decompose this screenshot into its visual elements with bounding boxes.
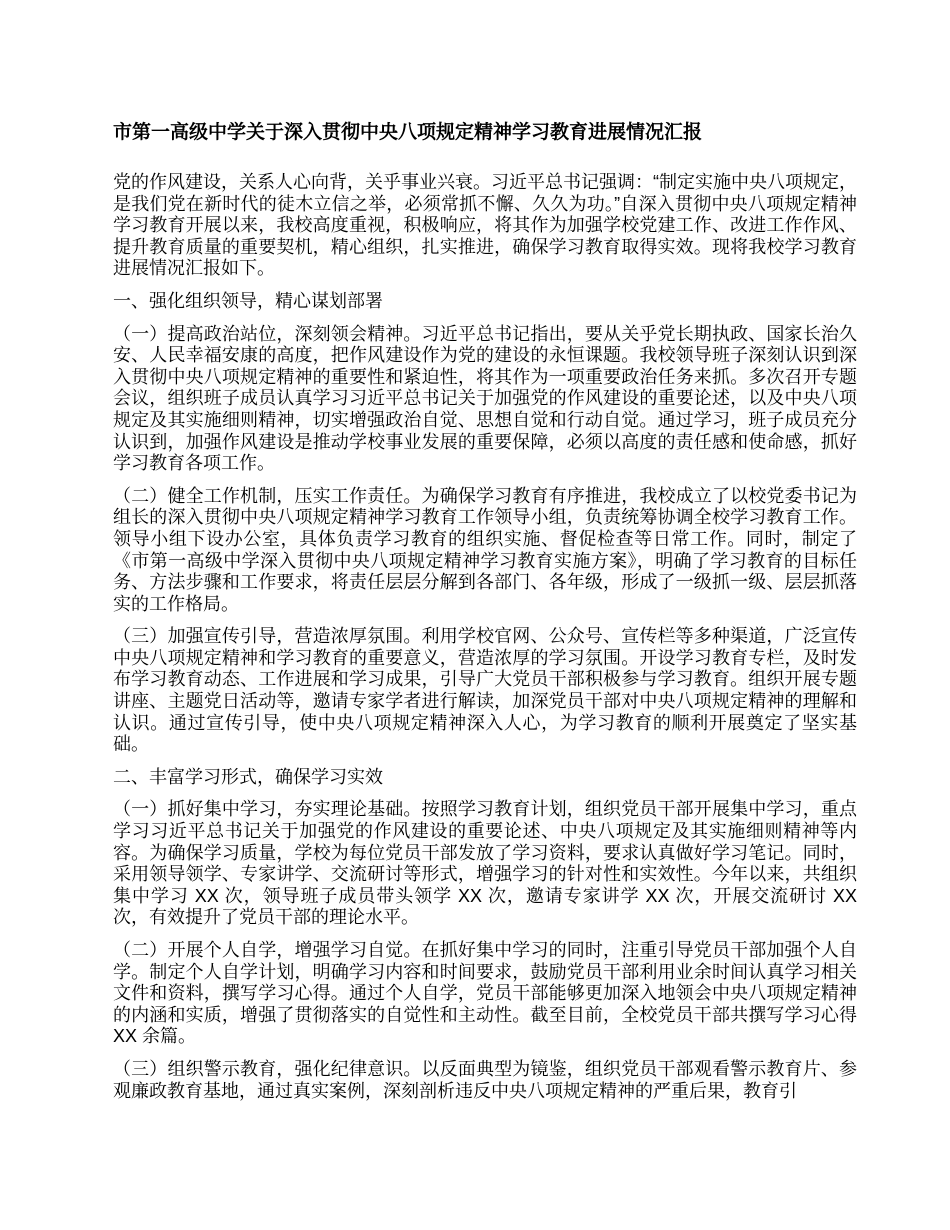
section-2-heading: 二、丰富学习形式，确保学习实效: [113, 766, 383, 787]
document-content: [113, 120, 857, 1113]
section-1-paragraph-3: （三）加强宣传引导，营造浓厚氛围。利用学校官网、公众号、宣传栏等多种渠道，广泛宣传中央八项规定精神和学习教育的重要意义，营造浓厚的学习氛围。开设学习教育专栏，及时发布学习教育动态、工作进展和学习成果，引导广大党员干部积极参与学习教育。组织开展专题讲座、主题党日活动等，邀请专家学者进行解读，加深党员干部对中央八项规定精神的理解和认识。通过宣传引导，使中央八项规定精神深入人心，为学习教育的顺利开展奠定了坚实基础。: [113, 626, 857, 755]
section-1-paragraph-2: （二）健全工作机制，压实工作责任。为确保学习教育有序推进，我校成立了以校党委书记为组长的深入贯彻中央八项规定精神学习教育工作领导小组，负责统筹协调全校学习教育工作。领导小组下设办公室，具体负责学习教育的组织实施、督促检查等日常工作。同时，制定了《市第一高级中学深入贯彻中央八项规定精神学习教育实施方案》，明确了学习教育的目标任务、方法步骤和工作要求，将责任层层分解到各部门、各年级，形成了一级抓一级、层层抓落实的工作格局。: [113, 485, 857, 614]
section-2-paragraph-2: （二）开展个人自学，增强学习自觉。在抓好集中学习的同时，注重引导党员干部加强个人自学。制定个人自学计划，明确学习内容和时间要求，鼓励党员干部利用业余时间认真学习相关文件和资料，撰写学习心得。通过个人自学，党员干部能够更加深入地领会中央八项规定精神的内涵和实质，增强了贯彻落实的自觉性和主动性。截至目前，全校党员干部共撰写学习心得 XX 余篇。: [113, 940, 857, 1047]
section-2-paragraph-3-truncated: （三）组织警示教育，强化纪律意识。以反面典型为镜鉴，组织党员干部观看警示教育片、参观廉政教育基地，通过真实案例，深刻剖析违反中央八项规定精神的严重后果，教育引: [113, 1058, 857, 1101]
section-1-paragraph-1: （一）提高政治站位，深刻领会精神。习近平总书记指出，要从关乎党长期执政、国家长治久安、人民幸福安康的高度，把作风建设作为党的建设的永恒课题。我校领导班子深刻认识到深入贯彻中央八项规定精神的重要性和紧迫性，将其作为一项重要政治任务来抓。多次召开专题会议，组织班子成员认真学习习近平总书记关于加强党的作风建设的重要论述，以及中央八项规定及其实施细则精神，切实增强政治自觉、思想自觉和行动自觉。通过学习，班子成员充分认识到，加强作风建设是推动学校事业发展的重要保障，必须以高度的责任感和使命感，抓好学习教育各项工作。: [113, 323, 857, 474]
document-title: 市第一高级中学关于深入贯彻中央八项规定精神学习教育进展情况汇报: [113, 122, 703, 143]
section-2-paragraph-1: （一）抓好集中学习，夯实理论基础。按照学习教育计划，组织党员干部开展集中学习，重点学习习近平总书记关于加强党的作风建设的重要论述、中央八项规定及其实施细则精神等内容。为确保学习质量，学校为每位党员干部发放了学习资料，要求认真做好学习笔记。同时，采用领导领学、专家讲学、交流研讨等形式，增强学习的针对性和实效性。今年以来，共组织集中学习 XX 次，领导班子成员带头领学 XX 次，邀请专家讲学 XX 次，开展交流研讨 XX 次，有效提升了党员干部的理论水平。: [113, 799, 857, 928]
intro-paragraph: 党的作风建设，关系人心向背，关乎事业兴衰。习近平总书记强调：“制定实施中央八项规定，是我们党在新时代的徒木立信之举，必须常抓不懈、久久为功。”自深入贯彻中央八项规定精神学习教育开展以来，我校高度重视，积极响应，将其作为加强学校党建工作、改进工作作风、提升教育质量的重要契机，精心组织，扎实推进，确保学习教育取得实效。现将我校学习教育进展情况汇报如下。: [113, 172, 857, 279]
section-1-heading: 一、强化组织领导，精心谋划部署: [113, 290, 383, 311]
